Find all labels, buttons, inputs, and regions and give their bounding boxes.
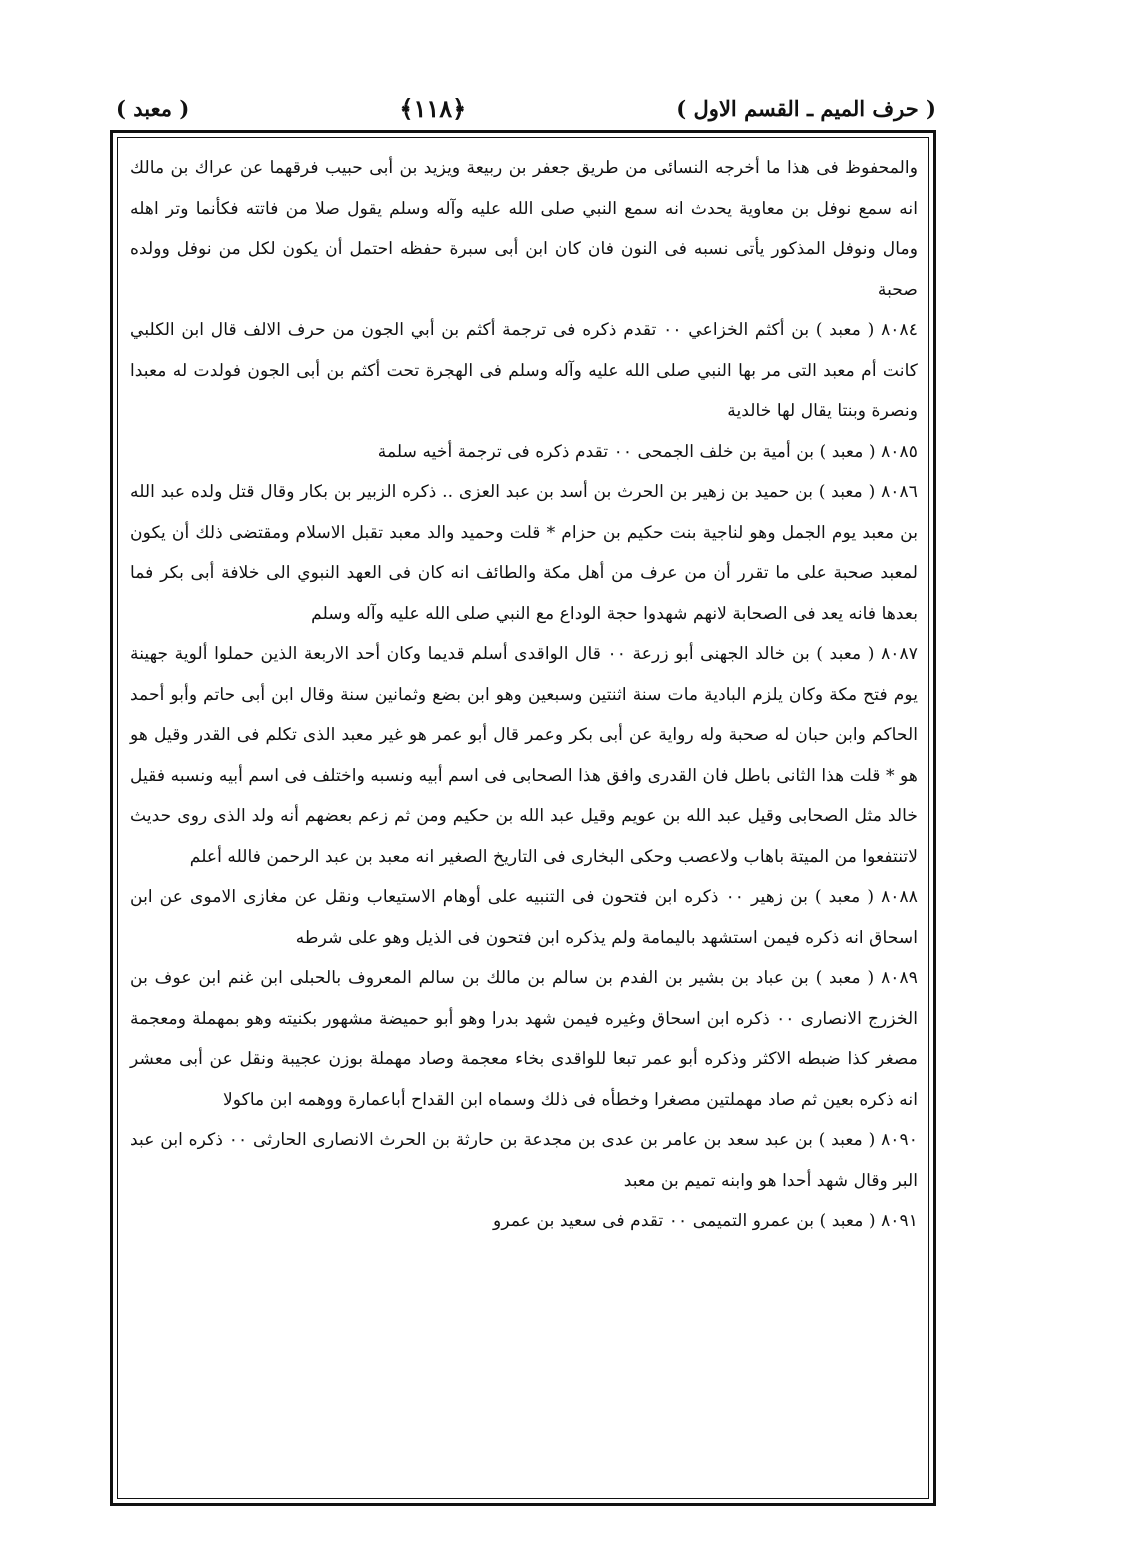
chapter-title: ( حرف الميم ـ القسم الاول ) [676, 95, 936, 121]
entry-8090: ٨٠٩٠ ( معبد ) بن عبد سعد بن عامر بن عدى بن مجدعة بن حارثة بن الحرث الانصارى الحارثى ٠٠ ذكره ابن عبد البر وقال شهد أحدا هو وابنه تميم بن معبد [130, 1130, 919, 1191]
entry-8086: ٨٠٨٦ ( معبد ) بن حميد بن زهير بن الحرث بن أسد بن عبد العزى .. ذكره الزبير بن بكار وقال قتل ولده عبد الله بن معبد يوم الجمل وهو لناجية بنت حكيم بن حزام * قلت وحميد والد معبد تقبل الاسلام ومقتضى ذلك أن يكون لمعبد صحبة على ما تقرر أن من عرف من أهل مكة والطائف انه كان فى العهد النبوي الى خلافة أبى بكر فما بعدها فانه يعد فى الصحابة لانهم شهدوا حجة الوداع مع النبي صلى الله عليه وآله وسلم [130, 482, 918, 624]
entry-8084: ٨٠٨٤ ( معبد ) بن أكثم الخزاعي ٠٠ تقدم ذكره فى ترجمة أكثم بن أبي الجون من حرف الالف قال ابن الكلبي كانت أم معبد التى مر بها النبي صلى الله عليه وآله وسلم فى الهجرة تحت أكثم بن أبى الجون فولدت له معبدا ونصرة وبنتا يقال لها خالدية [130, 320, 919, 421]
entry-8085: ٨٠٨٥ ( معبد ) بن أمية بن خلف الجمحى ٠٠ تقدم ذكره فى ترجمة أخيه سلمة [377, 441, 918, 462]
entry-8087: ٨٠٨٧ ( معبد ) بن خالد الجهنى أبو زرعة ٠٠ قال الواقدى أسلم قديما وكان أحد الاربعة الذين حملوا ألوية جهينة يوم فتح مكة وكان يلزم البادية مات سنة اثنتين وسبعين وهو ابن بضع وثمانين سنة وقال ابن أبى حاتم وأبو أحمد الحاكم وابن حبان له صحبة وله رواية عن أبى بكر وعمر قال أبو عمر هو غير معبد الذى تكلم فى القدر وقيل هو هو * قلت هذا الثانى باطل فان القدرى وافق هذا الصحابى فى اسم أبيه ونسبه واختلف فى اسم أبيه ونسبه فقيل خالد مثل الصحابى وقيل عبد الله بن عويم وقيل عبد الله بن حكيم ومن ثم زعم بعضهم أنه ولد الذى روى حديث لاتنتفعوا من الميتة باهاب ولاعصب وحكى البخارى فى التاريخ الصغير انه معبد بن عبد الرحمن فالله أعلم [130, 644, 918, 867]
page-header [116, 88, 936, 128]
entry-8088: ٨٠٨٨ ( معبد ) بن زهير ٠٠ ذكره ابن فتحون فى التنبيه على أوهام الاستيعاب ونقل عن مغازى الاموى عن ابن اسحاق انه ذكره فيمن استشهد باليمامة ولم يذكره ابن فتحون فى الذيل وهو على شرطه [130, 887, 918, 948]
entry-8089: ٨٠٨٩ ( معبد ) بن عباد بن بشير بن الفدم بن سالم بن مالك بن سالم المعروف بالحبلى ابن غنم ابن عوف بن الخزرج الانصارى ٠٠ ذكره ابن اسحاق وغيره فيمن شهد بدرا وهو أبو حميضة مشهور بكنيته وهو بمهملة ومعجمة مصغر كذا ضبطه الاكثر وذكره أبو عمر تبعا للواقدى بخاء معجمة وصاد مهملة بوزن عجيبة ونقل عن أبى معشر انه ذكره بعين ثم صاد مهملتين مصغرا وخطأه فى ذلك وسماه ابن القداح أباعمارة ووهمه ابن ماكولا [130, 968, 918, 1110]
paragraph-continuation: والمحفوظ فى هذا ما أخرجه النسائى من طريق جعفر بن ربيعة ويزيد بن أبى حبيب فرقهما عن عراك بن مالك انه سمع نوفل بن معاوية يحدث انه سمع النبي صلى الله عليه وآله وسلم يقول صلا من فاتته فكأنما وتر اهله ومال ونوفل المذكور يأتى نسبه فى النون فان كان ابن أبى سبرة حفظه احتمل أن يكون لكل من نوفل وولده صحبة [130, 158, 918, 300]
running-head-entry: ( معبد ) [116, 95, 190, 121]
page-number: ﴿١١٨﴾ [399, 93, 467, 123]
entry-8091: ٨٠٩١ ( معبد ) بن عمرو التميمى ٠٠ تقدم فى سعيد بن عمرو [493, 1211, 918, 1231]
main-text [130, 148, 918, 1488]
